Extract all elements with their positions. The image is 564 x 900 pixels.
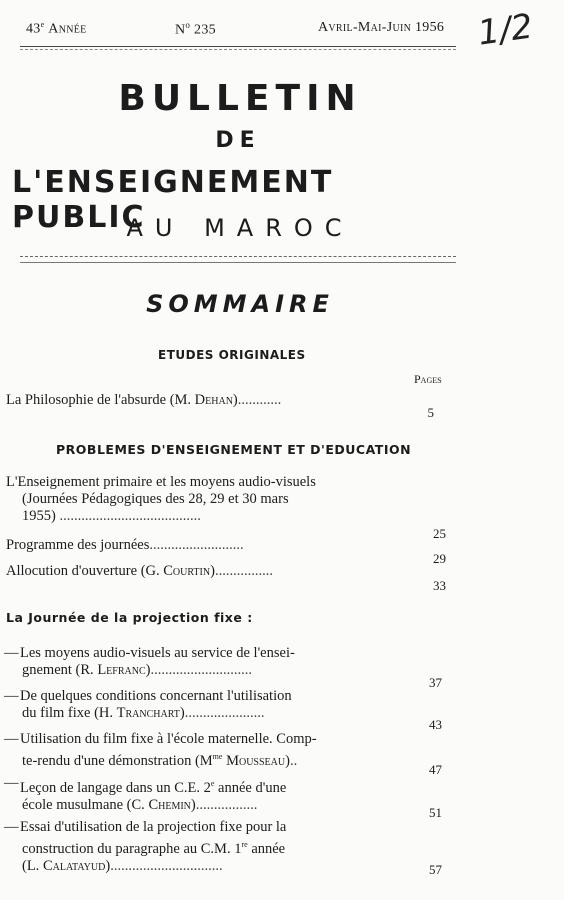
toc-entry: — Leçon de langage dans un C.E. 2e année d'une école musulmane (C. Chemin)................. (4, 775, 287, 813)
title-de: DE (215, 128, 261, 153)
toc-entry: — De quelques conditions concernant l'utilisation du film fixe (H. Tranchart)...................... (4, 688, 292, 721)
pages-label: Pages (414, 372, 442, 386)
page-number: 51 (429, 805, 442, 820)
page-number: 29 (433, 551, 446, 566)
title-rule (20, 256, 456, 257)
toc-entry: Programme des journées.......................... (6, 537, 244, 553)
toc-entry: L'Enseignement primaire et les moyens audio-visuels (Journées Pédagogiques des 28, 29 et 30 mars 1955) ....................................... (6, 474, 316, 524)
toc-entry: — Essai d'utilisation de la projection fixe pour la construction du paragraphe au C.M. 1re année (L. Calatayud)............................... (4, 819, 287, 874)
toc-entry: La Philosophie de l'absurde (M. Dehan)............ (6, 392, 282, 408)
handwritten-note: 1/2 (475, 6, 536, 54)
header-rule-2 (20, 49, 456, 50)
issue-number: $N^o$ 235 (175, 20, 216, 38)
title-rule-2 (20, 262, 456, 263)
toc-entry: Allocution d'ouverture (G. Courtin)................ (6, 563, 273, 579)
section-etudes: ETUDES ORIGINALES (158, 348, 306, 362)
header-rule (20, 46, 456, 47)
page-number: 57 (429, 862, 442, 877)
page-number: 47 (429, 762, 442, 777)
year-label: 43e Année (26, 20, 87, 37)
issue-date: Avril-Mai-Juin 1956 (318, 20, 445, 35)
toc-entry: — Les moyens audio-visuels au service de l'ensei- gnement (R. Lefranc)............................ (4, 645, 295, 678)
section-journee: La Journée de la projection fixe : (6, 610, 253, 625)
toc-entry: — Utilisation du film fixe à l'école maternelle. Comp- te-rendu d'une démonstration ($M^{me}$ Mousseau).. (4, 731, 317, 769)
title-au-maroc: AU MAROC (126, 214, 354, 242)
title-bulletin: BULLETIN (118, 78, 362, 119)
page-number: 33 (433, 578, 446, 593)
section-problemes: PROBLEMES D'ENSEIGNEMENT ET D'EDUCATION (56, 442, 412, 457)
sommaire-heading: SOMMAIRE (146, 290, 334, 318)
title-enseignement: L'ENSEIGNEMENT PUBLIC (12, 165, 334, 235)
page-number: 25 (433, 526, 446, 541)
page-number: 5 (427, 405, 434, 420)
page-number: 37 (429, 675, 442, 690)
page-number: 43 (429, 717, 442, 732)
